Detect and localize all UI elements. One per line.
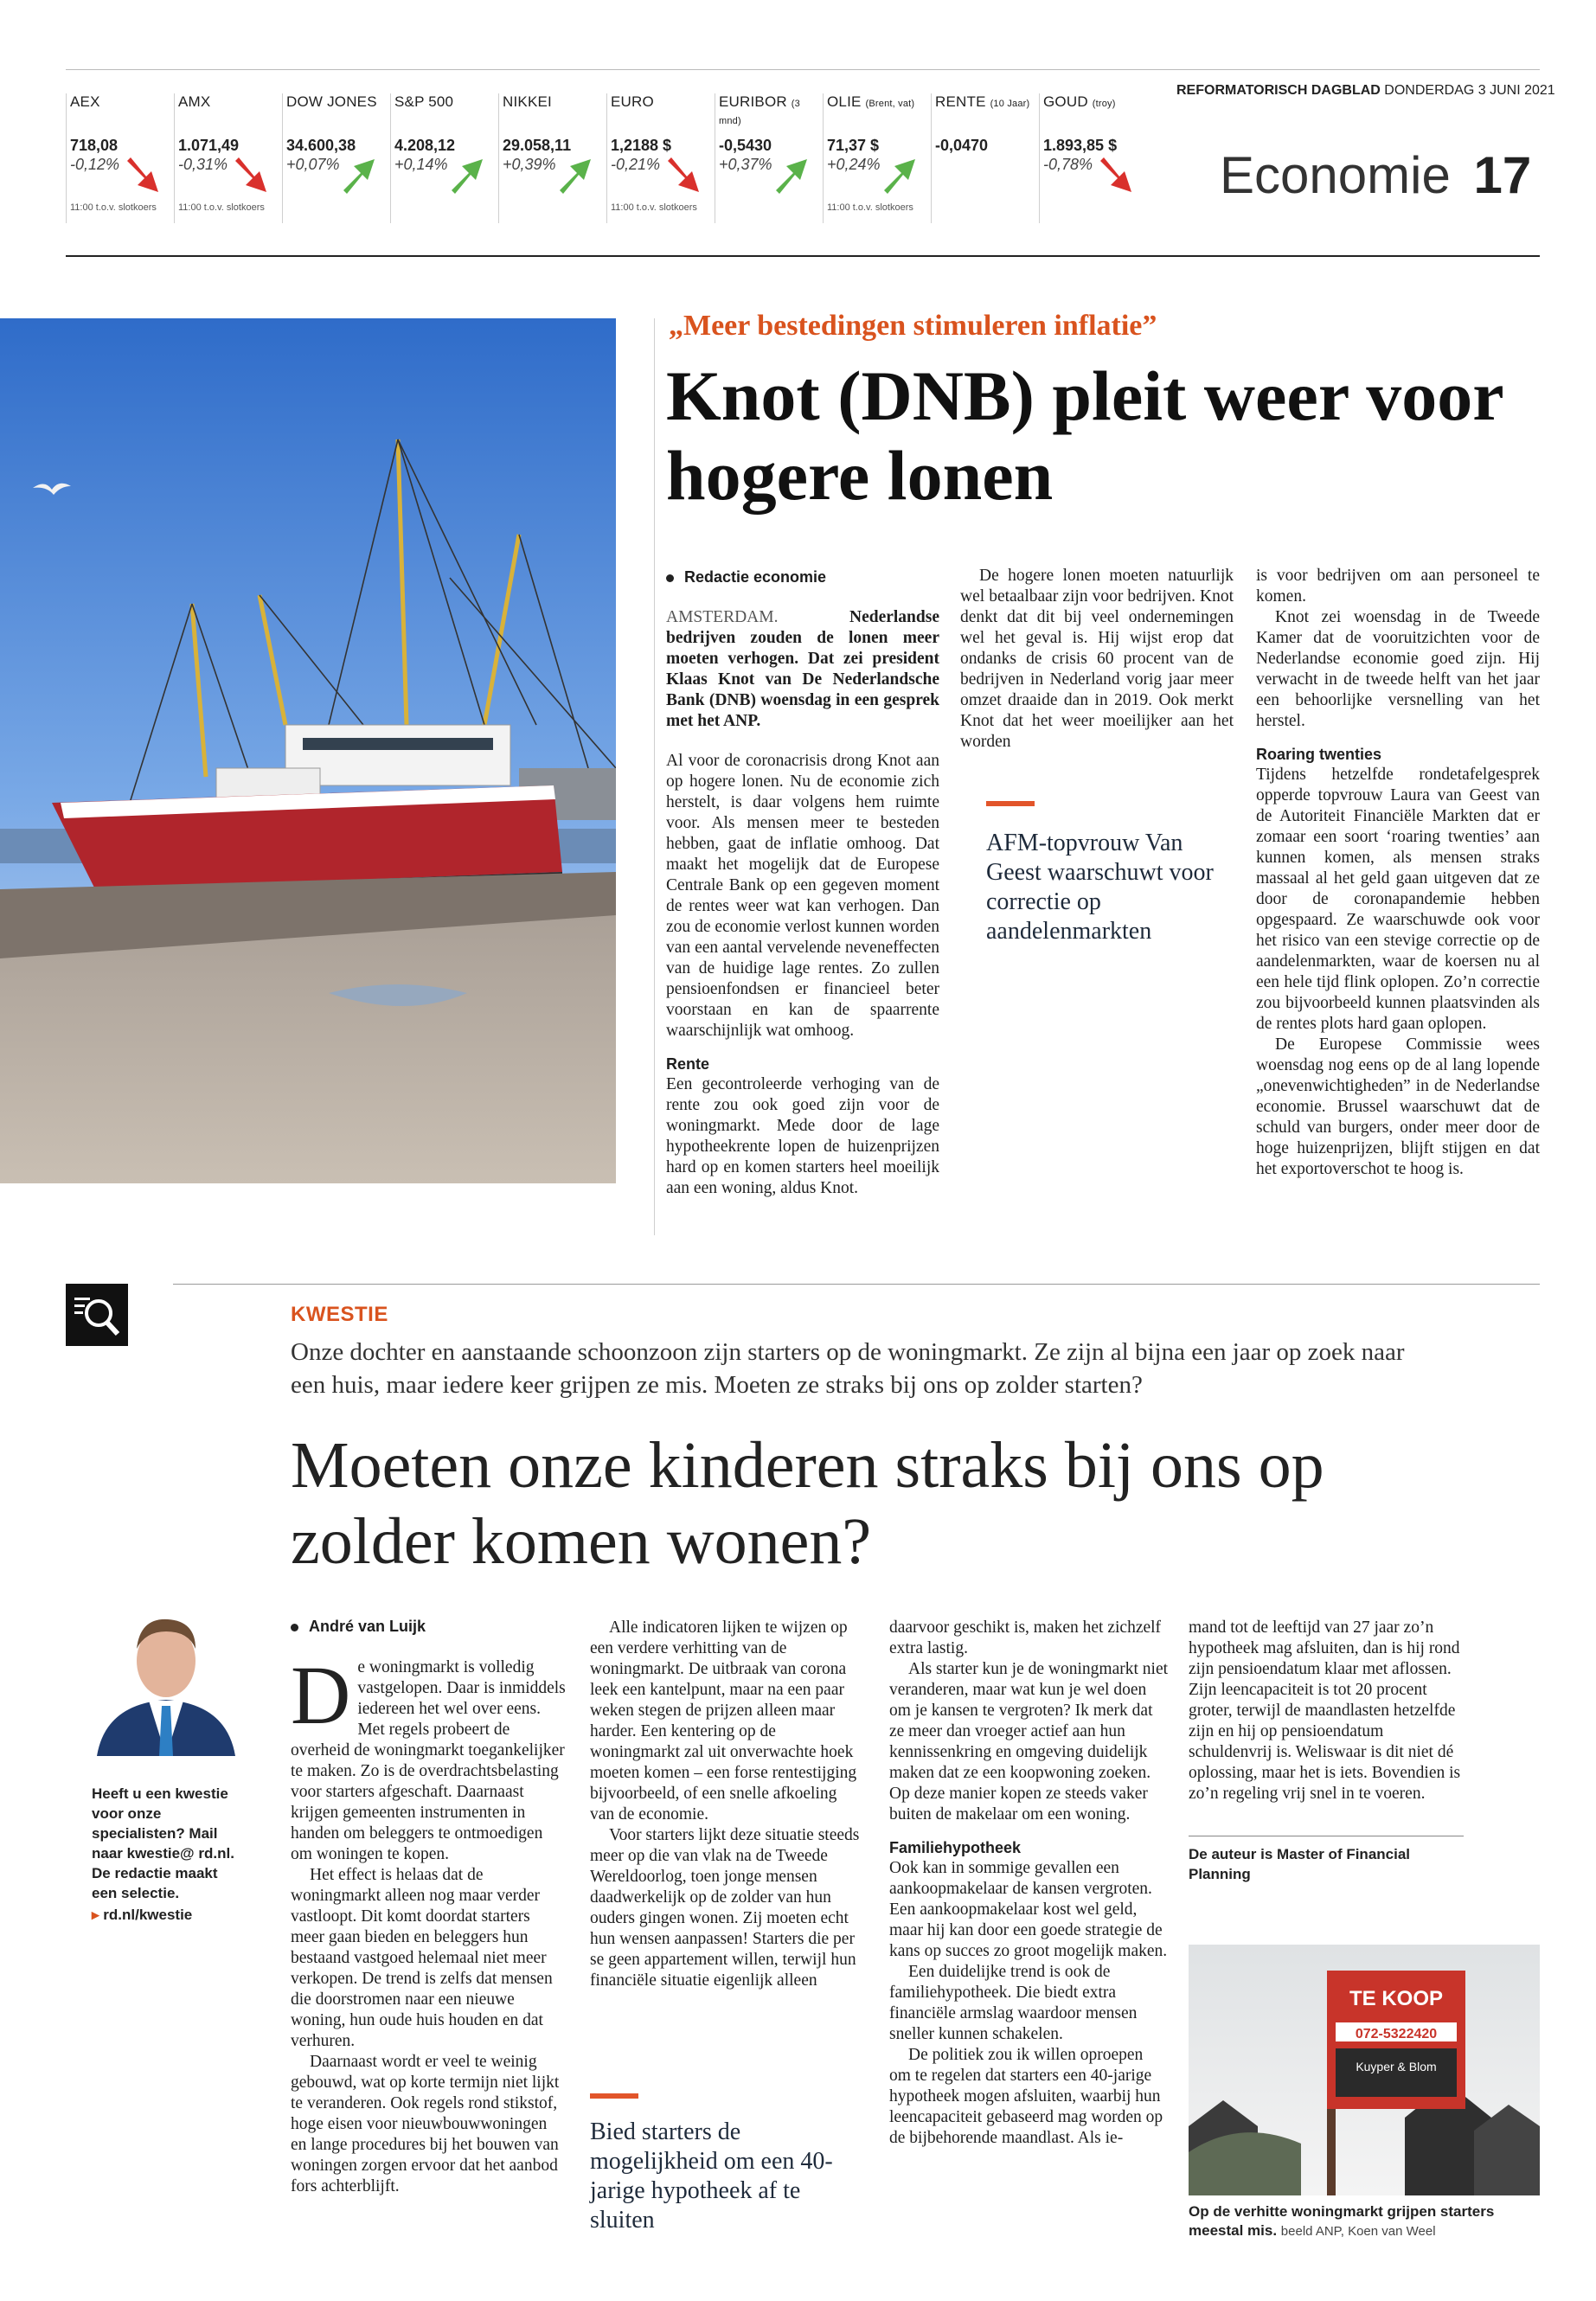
- ticker-euribor: [715, 93, 817, 223]
- ticker-change: +0,24%: [827, 156, 881, 173]
- article1-headline: Knot (DNB) pleit weer voor hogere lonen: [666, 356, 1503, 515]
- article2-c1p1: e woningmarkt is volledig vastgelopen. Daar is inmiddels iedereen het wel over eens. Met regels probeert de overheid de woningmarkt toegankelijker te maken. Zo is de overdrachtsbelasting voor starters afgeschaft. Daarnaast krijgen gemeenten instrumenten in handen om beleggers te ontmoedigen om woningen te kopen.: [291, 1658, 566, 1863]
- photo-caption: [1189, 2202, 1540, 2241]
- ticker-goud: [1039, 93, 1141, 223]
- sidebar-box: [92, 1784, 244, 1925]
- arrow-down-icon: [230, 156, 270, 195]
- ticker-value: 1,2188 $: [611, 137, 672, 154]
- article1-p3: De hogere lonen moeten natuurlijk wel betaalbaar zijn voor bedrijven. Knot denkt dat dit bij veel ondernemingen wel het geval is. Hij wijst erop dat ondanks de crisis 60 procent van de bedrijven in Nederland vorig jaar meer omzet draaide dan in 2019. Ook merkt Knot dat het weer moeilijker aan het worden: [960, 567, 1234, 751]
- article2-c3p4: Een duidelijke trend is ook de familiehypotheek. Die biedt extra financiële armslag waardoor mensen sneller kunnen schakelen.: [889, 1963, 1138, 2043]
- article2-c2p1: Alle indicatoren lijken te wijzen op een verdere verhitting van de woningmarkt. De uitbraak van corona leek een kantelpunt, maar na een paar weken stegen de prijzen alleen maar harder. Een kentering op de woningmarkt zal uit onverwachte hoek moeten komen – een forse rentestijging bijvoorbeeld, of een snelle afkoeling van de economie.: [590, 1618, 857, 1823]
- ticker-nikkei: [498, 93, 600, 223]
- arrow-up-icon: [446, 156, 486, 195]
- ticker-change: -0,21%: [611, 156, 661, 173]
- author-note: De auteur is Master of Financial Planning: [1189, 1846, 1411, 1882]
- ticker-euro: [606, 93, 708, 223]
- ticker-s-p-500: [390, 93, 492, 223]
- article1-col2: [960, 566, 1234, 753]
- sidebar-link-text: rd.nl/kwestie: [103, 1907, 193, 1923]
- article2-c2p2: Voor starters lijkt deze situatie steeds meer op die van vlak na de Tweede Wereldoorlog, toen jonge mensen daadwerkelijk op de zolder van hun ouders gingen wonen. Zij moeten echt hun wensen aanpassen! Starters die per se geen appartement willen, terwijl hun financiële situatie eigenlijk alleen: [590, 1826, 860, 1990]
- magnifier-icon: [66, 1284, 128, 1346]
- article1-divider: [654, 318, 655, 1235]
- kwestie-icon: [66, 1284, 128, 1346]
- ticker-dow-jones: [282, 93, 384, 223]
- ticker-change: +0,39%: [503, 156, 556, 173]
- ticker-value: 1.071,49: [178, 137, 240, 154]
- ticker-value: 34.600,38: [286, 137, 356, 154]
- sign-te-koop: TE KOOP: [1349, 1987, 1444, 2010]
- ticker-name: GOUD (troy): [1043, 93, 1116, 110]
- ticker-change: +0,14%: [394, 156, 448, 173]
- article2-c4p1: mand tot de leeftijd van 27 jaar zo’n hypotheek mag afsluiten, dan is hij rond zijn pensioendatum klaar met aflossen. Zijn leencapaciteit is tot 20 procent groter, terwijl de maandlasten hetzelfde zijn en hij op pensioendatum schuldenvrij is. Weliswaar is dit niet dé oplossing, maar het is iets. Bovendien is zo’n regeling vrij snel in te voeren.: [1189, 1618, 1461, 1803]
- arrow-up-icon: [338, 156, 378, 195]
- arrow-up-icon: [554, 156, 594, 195]
- for-sale-photo: [1189, 1945, 1540, 2195]
- subhead-rente: Rente: [666, 1055, 710, 1073]
- ticker-name: NIKKEI: [503, 93, 552, 110]
- subhead-roaring: Roaring twenties: [1256, 746, 1382, 763]
- section-title: [1220, 145, 1531, 206]
- ticker-note: 11:00 t.o.v. slotkoers: [178, 202, 265, 213]
- dateline: AMSTERDAM.: [666, 608, 779, 626]
- caption-text: Op de verhitte woningmarkt grijpen starters meestal mis.: [1189, 2203, 1495, 2239]
- ticker-value: -0,0470: [935, 137, 989, 154]
- arrow-down-icon: [1095, 156, 1135, 195]
- ticker-aex: [66, 93, 168, 223]
- ticker-change: -0,78%: [1043, 156, 1093, 173]
- ticker-name: AMX: [178, 93, 211, 110]
- ticker-value: 4.208,12: [394, 137, 456, 154]
- ticker-name: OLIE (Brent, vat): [827, 93, 915, 110]
- page-number: 17: [1473, 146, 1532, 204]
- caption-credit: beeld ANP, Koen van Weel: [1280, 2224, 1436, 2239]
- ticker-note: 11:00 t.o.v. slotkoers: [827, 202, 913, 213]
- article1-p7: De Europese Commissie wees woensdag nog eens op de al lang lopende „onevenwichtigheden” in de Nederlandse economie. Brussel waarschuwt dat de schuld van burgers, onder meer door de hoge huizenprijzen, blijft stijgen en dat het exportoverschot te hoog is.: [1256, 1035, 1540, 1178]
- ticker-name: RENTE (10 Jaar): [935, 93, 1030, 110]
- article2-c1p2: Het effect is helaas dat de woningmarkt alleen nog maar verder vastloopt. Dit komt doordat starters meer gaan bieden en beleggers hun bestaand vastgoed helemaal niet meer verkopen. De trend is zelfs dat mensen die doorstromen naar een nieuwe woning, hun oude huis houden en dat verhuren.: [291, 1866, 553, 2050]
- ticker-rente: [931, 93, 1033, 223]
- article2-col3: [889, 1618, 1168, 2149]
- sidebar-link[interactable]: [92, 1905, 244, 1925]
- ticker-name: EURIBOR (3 mnd): [719, 93, 800, 126]
- arrow-down-icon: [122, 156, 162, 195]
- article1-p1: Al voor de coronacrisis drong Knot aan op hogere lonen. Nu de economie zich herstelt, is daar volgens hem ruimte voor. Als mensen meer te besteden hebben, gaat de inflatie omhoog. Dat maakt het mogelijk dat de Europese Centrale Bank op een gegeven moment de rentes weer wat kan verhogen. Dan zou de economie verlost kunnen worden van een aantal vervelende neveneffecten van de huidige lage rentes. Zo zullen pensioenfondsen er financieel beter voorstaan en kan de spaarrente waarschijnlijk wat omhoog.: [666, 752, 939, 1040]
- ticker-value: -0,5430: [719, 137, 772, 154]
- trawler-photo: [0, 318, 616, 1183]
- ticker-value: 1.893,85 $: [1043, 137, 1118, 154]
- pullquote2-bar: [590, 2093, 638, 2099]
- article1-p6: Tijdens hetzelfde rondetafelgesprek opperde topvrouw Laura van Geest van de Autoriteit Financiële Markten dat er zomaar een soort ‘roaring twenties’ aan kunnen komen, als mensen straks massaal al het geld gaan uitgeven dat ze door de coronapandemie hebben opgespaard. Ze waarschuwde ook voor het risico van een stevige correctie op de aandelenmarkten, waar de koersen nu al een hele tijd flink oplopen. Zo’n correctie zou bijvoorbeeld kunnen plaatsvinden als de rentes plots hard gaan oplopen.: [1256, 766, 1540, 1033]
- ticker-amx: [174, 93, 276, 223]
- ticker-value: 718,08: [70, 137, 119, 154]
- arrow-right-icon: ▸: [92, 1907, 104, 1923]
- pullquote1-bar: [986, 801, 1035, 806]
- sign-phone: 072-5322420: [1355, 2027, 1438, 2041]
- article1-p2: Een gecontroleerde verhoging van de rente zou ook goed zijn voor de woningmarkt. Mede door de lage hypotheekrente lopen de huizenprijzen hard op en komen starters heel moeilijk aan een woning, aldus Knot.: [666, 1075, 939, 1197]
- article2-c3p3: Ook kan in sommige gevallen een aankoopmakelaar de kansen vergroten. Een aankoopmakelaar kost wel geld, maar hij kan door een goede strategie de kans op succes zo groot mogelijk maken.: [889, 1859, 1168, 1960]
- author-photo: [97, 1592, 235, 1756]
- section-name: Economie: [1220, 146, 1451, 204]
- ticker-change: +0,07%: [286, 156, 340, 173]
- article1-p5: Knot zei woensdag in de Tweede Kamer dat de vooruitzichten voor de Nederlandse economie goed zijn. Hij verwacht in de tweede helft van het jaar een behoorlijke versnelling van het herstel.: [1256, 608, 1540, 730]
- article1-pullquote: AFM-topvrouw Van Geest waarschuwt voor correctie op aandelenmarkten: [986, 830, 1214, 945]
- ticker-olie: [823, 93, 925, 223]
- sign-agency: Kuyper & Blom: [1356, 2060, 1437, 2073]
- masthead-paper-date: [1176, 83, 1555, 99]
- ticker-note: 11:00 t.o.v. slotkoers: [611, 202, 697, 213]
- ticker-name: DOW JONES: [286, 93, 377, 110]
- article2-pullquote: Bied starters de mogelijkheid om een 40-jarige hypotheek af te sluiten: [590, 2118, 833, 2234]
- masthead-rule: [66, 255, 1540, 257]
- ticker-change: -0,12%: [70, 156, 120, 173]
- article2-c3p1: daarvoor geschikt is, maken het zichzelf extra lastig.: [889, 1618, 1162, 1657]
- dropcap: D: [291, 1649, 351, 1741]
- article1-p4: is voor bedrijven om aan personeel te komen.: [1256, 567, 1540, 606]
- article2-byline: André van Luijk: [291, 1618, 426, 1636]
- article2-col1: [291, 1649, 566, 2197]
- article2-col4: [1189, 1618, 1464, 1804]
- issue-date: DONDERDAG 3 JUNI 2021: [1384, 83, 1555, 98]
- article2-headline: Moeten onze kinderen straks bij ons op zolder komen wonen?: [291, 1429, 1324, 1578]
- ticker-value: 71,37 $: [827, 137, 880, 154]
- ticker-value: 29.058,11: [503, 137, 572, 154]
- article1-col3: [1256, 566, 1540, 1180]
- arrow-down-icon: [663, 156, 702, 195]
- article1-kicker: „Meer bestedingen stimuleren inflatie”: [669, 310, 1157, 342]
- article1-byline: Redactie economie: [666, 568, 826, 586]
- kwestie-question: Onze dochter en aanstaande schoonzoon zijn starters op de woningmarkt. Ze zijn al bijna een jaar op zoek naar een huis, maar iedere keer grijpen ze mis. Moeten ze straks bij ons op zolder starten?: [291, 1338, 1405, 1399]
- ticker-change: -0,31%: [178, 156, 228, 173]
- article2-col2: [590, 1618, 865, 1991]
- ticker-note: 11:00 t.o.v. slotkoers: [70, 202, 157, 213]
- article1-lead: Nederlandse bedrijven zouden de lonen meer moeten verhogen. Dat zei president Klaas Knot van De Nederlandsche Bank (DNB) woensdag in een gesprek met het ANP.: [666, 608, 939, 730]
- ticker-name: AEX: [70, 93, 100, 110]
- subhead-familiehypotheek: Familiehypotheek: [889, 1839, 1022, 1856]
- sidebar-text: Heeft u een kwestie voor onze specialisten? Mail naar kwestie@ rd.nl. De redactie maakt een selectie.: [92, 1785, 234, 1901]
- article2-c1p3: Daarnaast wordt er veel te weinig gebouwd, wat op korte termijn niet lijkt te veranderen. Ook regels rond stikstof, hoge eisen voor nieuwbouwwoningen en lange procedures bij het bouwen van woningen zorgen ervoor dat het aanbod fors achterblijft.: [291, 2053, 560, 2195]
- arrow-up-icon: [771, 156, 811, 195]
- ticker-name: S&P 500: [394, 93, 454, 110]
- ticker-name: EURO: [611, 93, 654, 110]
- article2-c3p2: Als starter kun je de woningmarkt niet veranderen, maar wat kun je wel doen om je kansen te vergroten? Ik merk dat ze meer dan vroeger actief aan hun kennissenkring en omgeving duidelijk maken dat ze een koopwoning zoeken. Op deze manier kopen ze steeds vaker buiten de makelaar om een woning.: [889, 1660, 1169, 1823]
- article2-c3p5: De politiek zou ik willen oproepen om te regelen dat starters een 40-jarige hypotheek mogen afsluiten, waarbij hun leencapaciteit gebaseerd mag worden op de bijbehorende maandlast. Als ie-: [889, 2046, 1163, 2147]
- ticker-change: +0,37%: [719, 156, 772, 173]
- kwestie-rule: [173, 1284, 1540, 1285]
- top-rule: [66, 69, 1540, 70]
- paper-name: REFORMATORISCH DAGBLAD: [1176, 83, 1381, 98]
- arrow-up-icon: [879, 156, 919, 195]
- kwestie-label: KWESTIE: [291, 1303, 388, 1326]
- article1-col1: [666, 607, 939, 1199]
